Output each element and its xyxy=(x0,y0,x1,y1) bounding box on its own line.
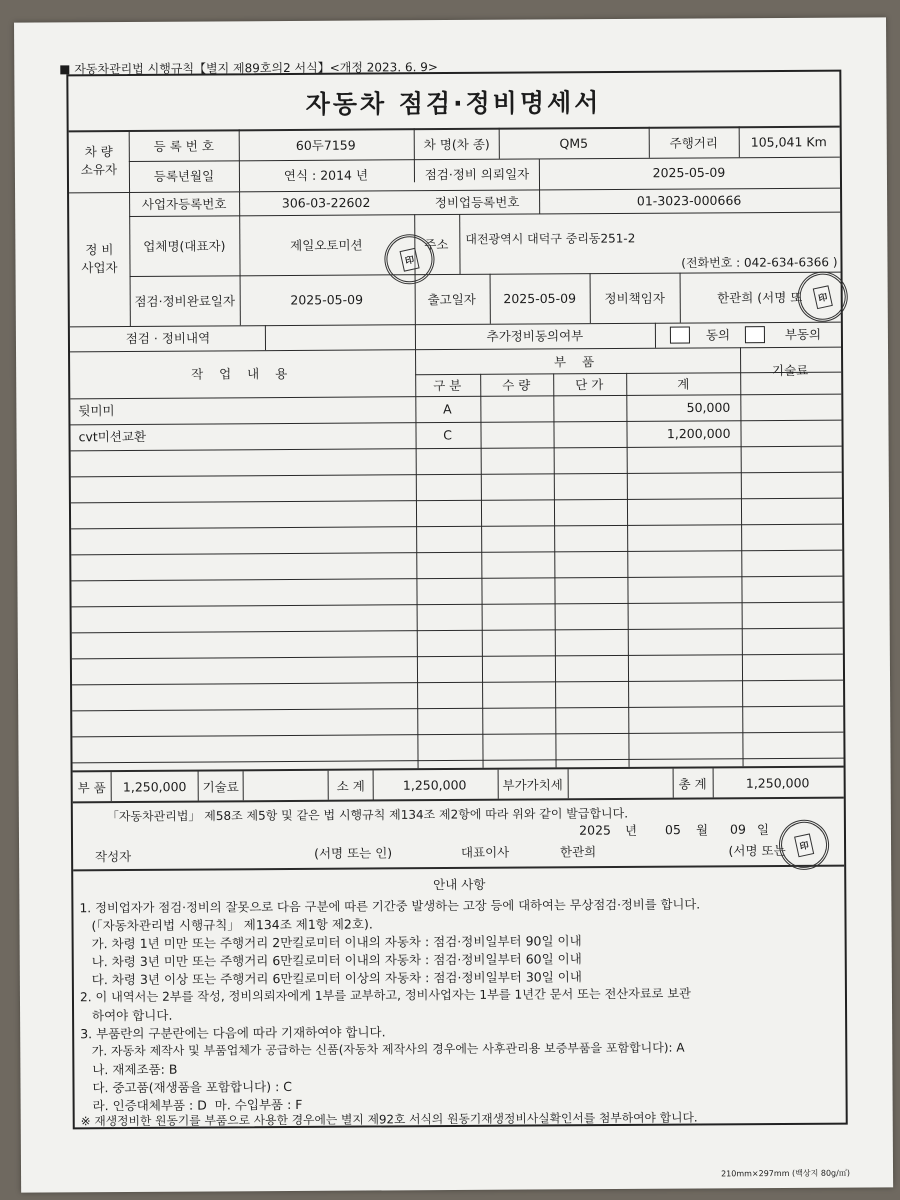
row-1-type: A xyxy=(443,401,452,417)
unit-price-header: 단 가 xyxy=(575,377,604,393)
request-date-value: 2025-05-09 xyxy=(652,164,726,181)
phone-value: (전화번호 : 042-634-6366 ) xyxy=(681,255,838,271)
totals-parts-label: 부 품 xyxy=(77,780,106,796)
total-label: 총 계 xyxy=(678,776,707,792)
total-value: 1,250,000 xyxy=(745,775,810,791)
notice-line: 다. 차령 3년 이상 또는 주행거리 6만킬로미터 이상의 자동차 : 점검·정비일부터 30일 이내 xyxy=(79,969,582,988)
sum-header: 계 xyxy=(677,376,690,392)
notice-line: 3. 부품란의 구분란에는 다음에 따라 기재하여야 합니다. xyxy=(80,1024,386,1042)
reg-no-label: 등 록 번 호 xyxy=(153,138,214,154)
row-2-type: C xyxy=(443,427,452,443)
writer-label: 작성자 xyxy=(94,848,132,865)
row-2-work: cvt미션교환 xyxy=(78,428,147,445)
rep-name: 한관희 xyxy=(559,844,597,860)
row-1-total: 50,000 xyxy=(686,399,731,416)
request-date-label: 점검·정비 의뢰일자 xyxy=(424,166,530,183)
company-seal-stamp: 印 xyxy=(380,229,440,289)
manager-seal-stamp: 印 xyxy=(793,267,853,327)
statement-day-unit: 일 xyxy=(756,822,770,838)
agree-checkbox[interactable] xyxy=(670,327,690,344)
bizno-label: 사업자등록번호 xyxy=(141,196,227,212)
agree-label: 동의 xyxy=(705,327,731,343)
done-date-value: 2025-05-09 xyxy=(290,292,364,308)
owner-section-label: 차 량 소유자 xyxy=(80,144,118,178)
release-date-value: 2025-05-09 xyxy=(503,290,577,307)
address-value: 대전광역시 대덕구 중리동251-2 xyxy=(465,231,636,247)
car-name-label: 차 명(차 종) xyxy=(423,136,490,153)
notice-line: 가. 차령 1년 미만 또는 주행거리 2만킬로미터 이내의 자동차 : 점검·정비일부터 90일 이내 xyxy=(79,933,582,952)
manager-label: 정비책임자 xyxy=(604,290,665,307)
notice-line: 나. 재제조품: B xyxy=(80,1061,178,1078)
notice-line: 다. 중고품(재생품을 포함합니다) : C xyxy=(80,1078,293,1096)
statement-text: 「자동차관리법」 제58조 제5항 및 같은 법 시행규칙 제134조 제2항에 따라 위와 같이 발급합니다. xyxy=(106,806,629,824)
notice-line: 나. 차령 3년 미만 또는 주행거리 6만킬로미터 이내의 자동차 : 점검·정비일부터 60일 이내 xyxy=(79,951,582,970)
shop-reg-value: 01-3023-000666 xyxy=(636,192,742,209)
inspection-form xyxy=(66,70,847,1130)
statement-day: 09 xyxy=(729,821,746,837)
rep-seal-stamp: 印 xyxy=(774,815,834,875)
statement-year-unit: 년 xyxy=(624,822,638,838)
notice-title: 안내 사항 xyxy=(433,876,486,893)
document-paper xyxy=(14,17,893,1192)
totals-parts-value: 1,250,000 xyxy=(122,779,187,795)
statement-month-unit: 월 xyxy=(695,822,709,838)
bizno-value: 306-03-22602 xyxy=(281,194,371,211)
address-label: 주소 xyxy=(424,237,449,253)
labor-header: 기술료 xyxy=(771,362,809,379)
disagree-checkbox[interactable] xyxy=(745,326,765,343)
shop-reg-label: 정비업등록번호 xyxy=(434,194,520,211)
reg-year-label: 등록년월일 xyxy=(153,168,215,184)
car-name-value: QM5 xyxy=(559,135,589,151)
row-2-total: 1,200,000 xyxy=(666,425,731,442)
notice-line: 가. 자동차 제작사 및 부품업체가 공급하는 신품(자동차 제작사의 경우에는 사후관리용 보증부품을 포함합니다): A xyxy=(80,1040,685,1059)
done-date-label: 점검·정비완료일자 xyxy=(134,293,236,309)
type-header: 구 분 xyxy=(433,377,462,394)
form-reference: 자동차관리법 시행규칙【별지 제89호의2 서식】<개정 2023. 6. 9> xyxy=(60,58,438,77)
rep-sign: (서명 또는 xyxy=(728,842,786,859)
business-section-label: 정 비 사업자 xyxy=(81,242,118,276)
notice-line: 하여야 합니다. xyxy=(80,1007,173,1024)
company-name-value: 제일오토미션 xyxy=(290,237,363,253)
qty-header: 수 량 xyxy=(502,377,531,393)
reg-year-value: 연식 : 2014 년 xyxy=(283,167,369,184)
reg-no-value: 60두7159 xyxy=(295,137,356,153)
notice-line: 라. 인증대체부품 : D 마. 수입부품 : F xyxy=(80,1096,303,1114)
consent-label: 추가정비동의여부 xyxy=(486,328,584,344)
totals-labor-label: 기술료 xyxy=(202,779,239,795)
manager-value: 한관희 (서명 또 xyxy=(717,289,803,306)
rep-label: 대표이사 xyxy=(460,844,510,860)
vat-label: 부가가치세 xyxy=(502,777,563,793)
mileage-value: 105,041 Km xyxy=(750,134,827,150)
square-bullet-icon xyxy=(60,65,69,74)
row-1-work: 뒷미미 xyxy=(78,403,115,419)
form-title: 자동차 점검·정비명세서 xyxy=(305,88,602,119)
writer-sign: (서명 또는 인) xyxy=(314,845,393,861)
notice-line: 1. 정비업자가 점검·정비의 잘못으로 다음 구분에 따른 기간중 발생하는 고장 등에 대하여는 무상점검·정비를 합니다. xyxy=(79,897,701,916)
subtotal-value: 1,250,000 xyxy=(402,777,467,793)
statement-month: 05 xyxy=(664,822,681,838)
work-content-header: 작 업 내 용 xyxy=(190,365,294,382)
statement-year: 2025 xyxy=(579,822,611,838)
parts-header: 부 품 xyxy=(553,354,601,370)
notice-line: 2. 이 내역서는 2부를 작성, 정비의뢰자에게 1부를 교부하고, 정비사업자는 1부를 1년간 문서 또는 전산자료로 보관 xyxy=(79,986,691,1005)
notice-line: (「자동차관리법 시행규칙」 제134조 제1항 제2호). xyxy=(79,916,373,934)
notice-footnote: ※ 재생정비한 원동기를 부품으로 사용한 경우에는 별지 제92호 서식의 원동기재생정비사실확인서를 첨부하여야 합니다. xyxy=(80,1110,698,1129)
details-label: 점검 · 정비내역 xyxy=(125,330,211,346)
release-date-label: 출고일자 xyxy=(427,291,476,308)
company-name-label: 업체명(대표자) xyxy=(143,238,226,254)
subtotal-label: 소 계 xyxy=(336,778,365,794)
paper-spec: 210mm×297mm (백상지 80g/㎡) xyxy=(721,1168,850,1179)
mileage-label: 주행거리 xyxy=(669,135,718,151)
disagree-label: 부동의 xyxy=(784,326,822,342)
